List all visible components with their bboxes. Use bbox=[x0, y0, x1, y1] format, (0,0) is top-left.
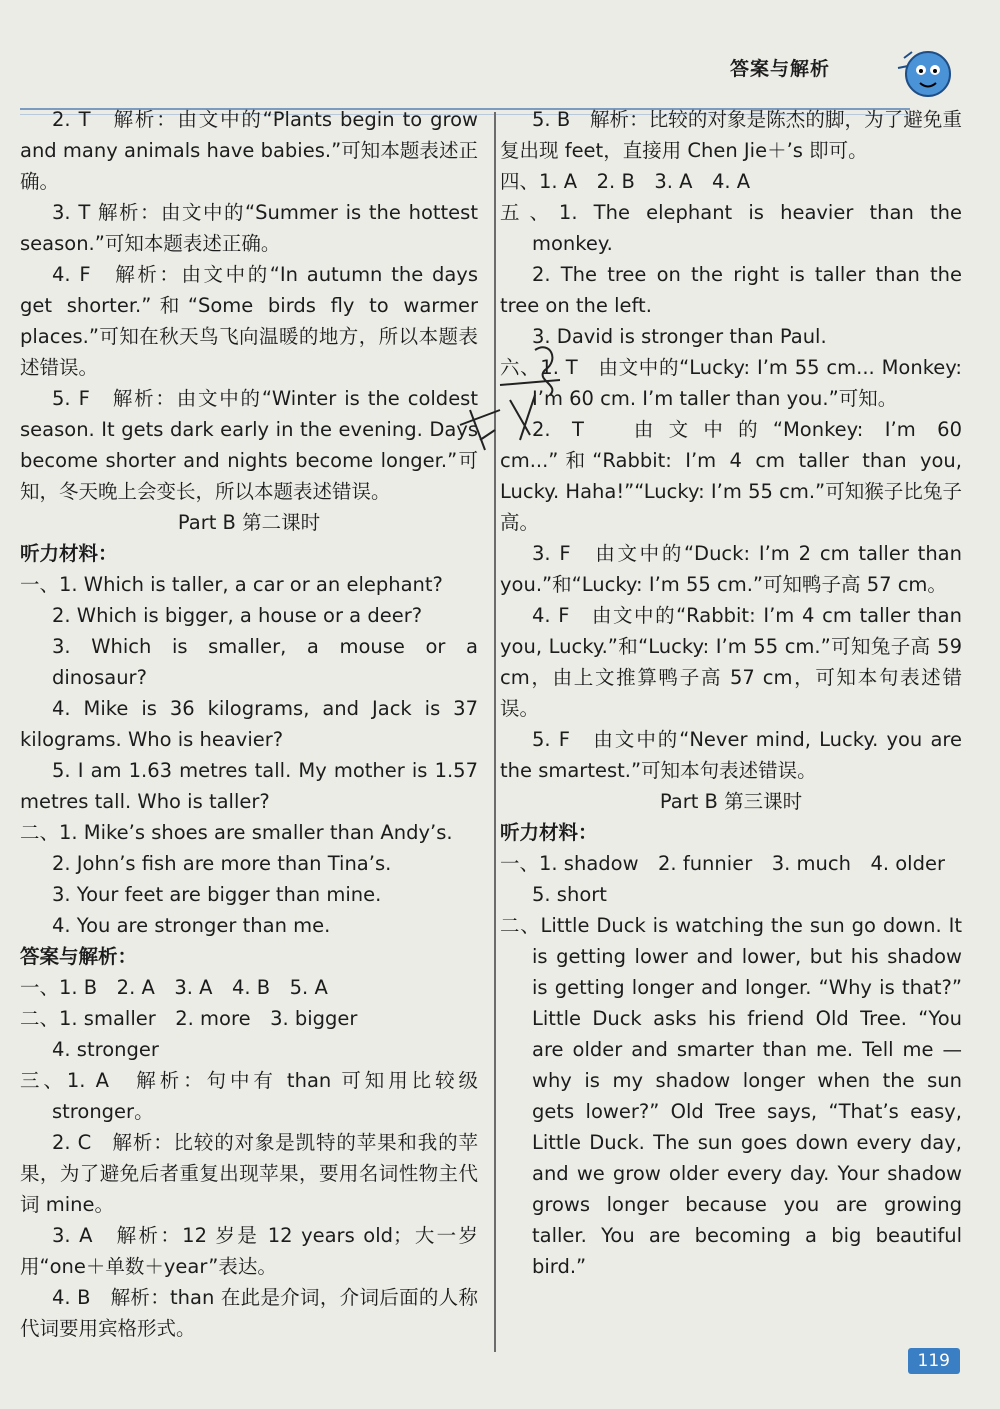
section-label: 听力材料： bbox=[20, 542, 118, 565]
answer-line: 4. You are stronger than me. bbox=[52, 914, 331, 937]
answer-line: 二、1. smaller 2. more 3. bigger bbox=[20, 1007, 358, 1030]
answer-line: 五、1. The elephant is heavier than the monkey. bbox=[500, 201, 962, 255]
section-heading: Part B 第三课时 bbox=[659, 790, 803, 813]
answer-line: 5. short bbox=[532, 883, 607, 906]
section-label: 答案与解析： bbox=[20, 945, 138, 968]
answer-line: 3. David is stronger than Paul. bbox=[532, 325, 827, 348]
answer-line: 3. T 解析：由文中的“Summer is the hottest season.”可知本题表述正确。 bbox=[20, 201, 478, 255]
section-label: 听力材料： bbox=[500, 821, 598, 844]
column-divider bbox=[494, 112, 496, 1352]
answer-line: 2. Which is bigger, a house or a deer? bbox=[52, 604, 423, 627]
answer-line: 一、1. shadow 2. funnier 3. much 4. older bbox=[500, 852, 945, 875]
handwritten-scribble bbox=[440, 340, 600, 470]
mascot-icon bbox=[890, 38, 960, 108]
answer-line: 一、1. B 2. A 3. A 4. B 5. A bbox=[20, 976, 328, 999]
answer-line: 3. F 由文中的“Duck: I’m 2 cm taller than you.”和“Lucky: I’m 55 cm.”可知鸭子高 57 cm。 bbox=[500, 542, 962, 596]
answer-line: 2. The tree on the right is taller than the tree on the left. bbox=[500, 263, 962, 317]
page-number: 119 bbox=[908, 1348, 960, 1374]
answer-line: 4. stronger bbox=[52, 1038, 159, 1061]
answer-line: 六、1. T 由文中的“Lucky: I’m 55 cm... Monkey: I’m 60 cm. I’m taller than you.”可知。 bbox=[500, 356, 962, 410]
answer-line: 4. F 由文中的“Rabbit: I’m 4 cm taller than you, Lucky.”和“Lucky: I’m 55 cm.”可知兔子高 59 cm，由上文推算鸭子高 57 cm，可知本句表述错误。 bbox=[500, 604, 962, 720]
answer-line: 3. Which is smaller, a mouse or a dinosaur? bbox=[52, 635, 478, 689]
answer-line: 5. B 解析：比较的对象是陈杰的脚，为了避免重复出现 feet，直接用 Chen Jie＋’s 即可。 bbox=[500, 108, 962, 162]
answer-line: 一、1. Which is taller, a car or an elephant? bbox=[20, 573, 443, 596]
answer-line: 3. Your feet are bigger than mine. bbox=[52, 883, 382, 906]
answer-line: 三、1. A 解析：句中有 than 可知用比较级 stronger。 bbox=[20, 1069, 478, 1123]
answer-line: 二、Little Duck is watching the sun go down. It is getting lower and lower, but his shadow is getting longer and longer. “Why is that?” Little Duck asks his friend Old Tree. “You are older and smarter than me. Tell me — why is my shadow longer when the sun gets lower?” Old Tree says, “That’s easy, Little Duck. The sun goes down every day, and we grow older every day. Your shadow grows longer because you are growing taller. You are becoming a big beautiful bird.” bbox=[500, 914, 962, 1278]
answer-line: 二、1. Mike’s shoes are smaller than Andy’s. bbox=[20, 821, 453, 844]
answer-line: 2. John’s fish are more than Tina’s. bbox=[52, 852, 392, 875]
answer-line: 2. T 解析：由文中的“Plants begin to grow and many animals have babies.”可知本题表述正确。 bbox=[20, 108, 478, 193]
answer-line: 5. I am 1.63 metres tall. My mother is 1.57 metres tall. Who is taller? bbox=[20, 759, 478, 813]
answer-line: 4. Mike is 36 kilograms, and Jack is 37 kilograms. Who is heavier? bbox=[20, 697, 478, 751]
right-column bbox=[500, 104, 962, 1282]
answer-line: 四、1. A 2. B 3. A 4. A bbox=[500, 170, 751, 193]
header-title: 答案与解析 bbox=[729, 58, 830, 80]
answer-line: 4. F 解析：由文中的“In autumn the days get shorter.”和“Some birds fly to warmer places.”可知在秋天鸟飞向温暖的地方，所以本题表述错误。 bbox=[20, 263, 478, 379]
section-heading: Part B 第二课时 bbox=[177, 511, 321, 534]
answer-line: 5. F 由文中的“Never mind, Lucky. you are the smartest.”可知本句表述错误。 bbox=[500, 728, 962, 782]
answer-line: 2. C 解析：比较的对象是凯特的苹果和我的苹果，为了避免后者重复出现苹果，要用名词性物主代词 mine。 bbox=[20, 1131, 478, 1216]
answer-line: 3. A 解析：12 岁是 12 years old；大一岁用“one＋单数＋year”表达。 bbox=[20, 1224, 478, 1278]
answer-line: 5. F 解析：由文中的“Winter is the coldest season. It gets dark early in the evening. Days become shorter and nights become longer.”可知，冬天晚上会变长，所以本题表述错误。 bbox=[20, 387, 478, 503]
page-header bbox=[0, 30, 1000, 110]
left-column bbox=[20, 104, 478, 1344]
answer-line: 4. B 解析：than 在此是介词，介词后面的人称代词要用宾格形式。 bbox=[20, 1286, 478, 1340]
answer-line: 2. T 由文中的“Monkey: I’m 60 cm...”和“Rabbit: I’m 4 cm taller than you, Lucky. Haha!”“Lucky: I’m 55 cm.”可知猴子比兔子高。 bbox=[500, 418, 962, 534]
